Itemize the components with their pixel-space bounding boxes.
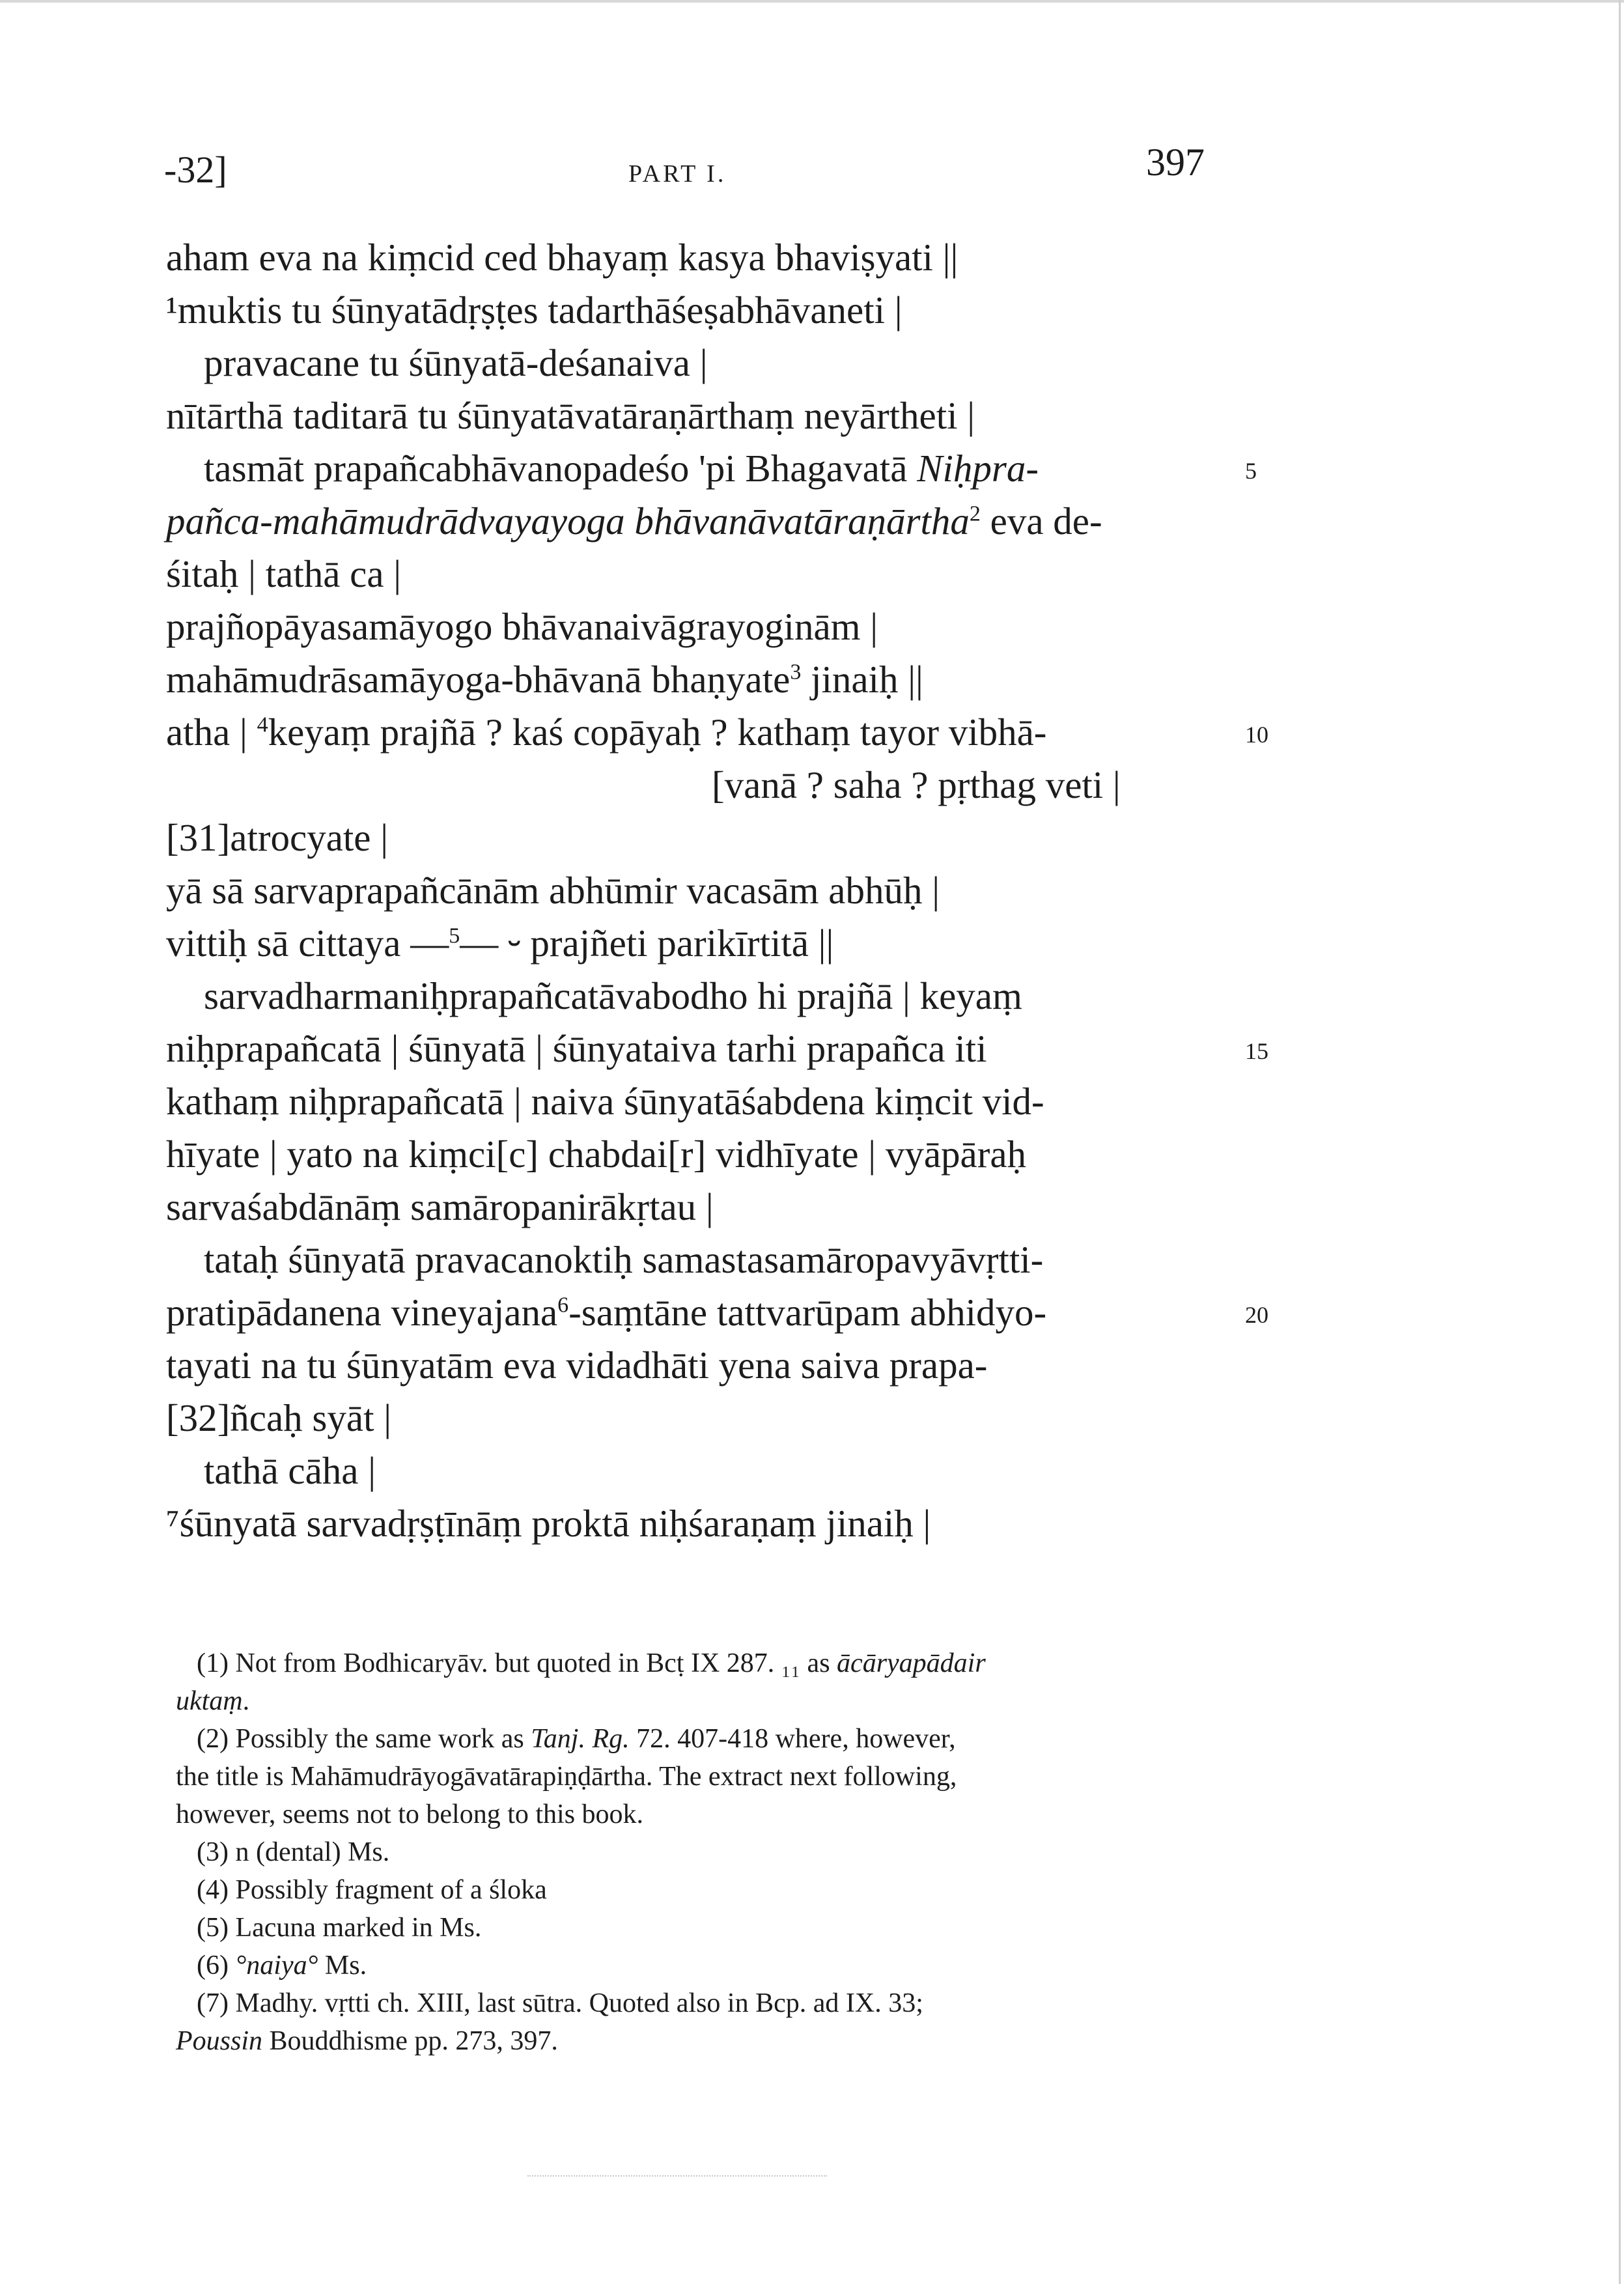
main-text: [166, 231, 1268, 1550]
footnote-text: (4) Possibly fragment of a śloka: [197, 1875, 547, 1905]
text-line: [166, 442, 1257, 495]
line-text: — ⏑ prajñeti parikīrtitā ||: [460, 922, 834, 965]
text-line: [166, 759, 1240, 811]
footnote-line: [176, 1984, 1250, 2022]
line-text: tayati na tu śūnyatām eva vidadhāti yena saiva prapa-: [166, 1344, 988, 1387]
footnote-line: [176, 1871, 1250, 1909]
footnote-italic: ācāryapādair: [837, 1648, 986, 1678]
footnote-italic: Poussin: [176, 2026, 263, 2056]
line-text: mahāmudrāsamāyoga-bhāvanā bhaṇyate: [166, 658, 791, 701]
page-header: [0, 140, 1624, 199]
text-line: [166, 1234, 1240, 1286]
line-text: aham eva na kiṃcid ced bhayaṃ kasya bhaviṣyati ||: [166, 236, 959, 279]
text-line: [166, 1392, 1240, 1445]
footnote-text: the title is Mahāmudrāyogāvatārapiṇḍārtha. The extract next following,: [176, 1762, 957, 1792]
footnote-line: [176, 1796, 1250, 1833]
line-text: vittiḥ sā cittaya —: [166, 922, 449, 965]
scan-top-edge: [0, 0, 1624, 3]
scan-right-edge: [1619, 0, 1621, 2284]
line-text: keyaṃ prajñā ? kaś copāyaḥ ? kathaṃ tayor vibhā-: [268, 711, 1047, 754]
text-line: [166, 495, 1240, 548]
footnote-text: (1) Not from Bodhicaryāv. but quoted in Bcṭ IX 287. ₁₁ as: [197, 1648, 837, 1678]
footnote-text: (5) Lacuna marked in Ms.: [197, 1913, 482, 1943]
text-line: [166, 1445, 1240, 1497]
line-text: [32]ñcaḥ syāt |: [166, 1396, 392, 1439]
line-number: 10: [1245, 722, 1268, 748]
footnote-text: 72. 407-418 where, however,: [629, 1724, 956, 1754]
footnote-line: [176, 1682, 1250, 1720]
footnote-line: [176, 1833, 1250, 1871]
line-text: śitaḥ | tathā ca |: [166, 552, 402, 595]
text-line: [166, 284, 1240, 337]
text-line: [166, 970, 1240, 1022]
line-italic: pañca-mahāmudrādvayayoga bhāvanāvatāraṇārtha: [166, 500, 970, 543]
line-text: prajñopāyasamāyogo bhāvanaivāgrayoginām |: [166, 605, 878, 648]
footnote-line: [176, 1758, 1250, 1796]
footnote-marker: 4: [257, 712, 268, 737]
line-text: atha |: [166, 711, 257, 754]
line-text: [vanā ? saha ? pṛthag veti |: [712, 763, 1121, 806]
footnote-text: however, seems not to belong to this book.: [176, 1799, 644, 1829]
line-text: pratipādanena vineyajana: [166, 1291, 558, 1334]
line-text: sarvadharmaniḥprapañcatāvabodho hi prajñā | keyaṃ: [204, 974, 1022, 1017]
footnote-text: Ms.: [318, 1951, 367, 1981]
line-italic: Niḥpra-: [917, 447, 1039, 490]
header-part-title: PART I.: [628, 160, 727, 188]
text-line: [166, 706, 1268, 759]
line-text: niḥprapañcatā | śūnyatā | śūnyataiva tarhi prapañca iti: [166, 1027, 987, 1070]
footnote-italic: uktaṃ: [176, 1686, 243, 1716]
line-number: 15: [1245, 1038, 1268, 1064]
text-line: [166, 389, 1240, 442]
text-line: [166, 1128, 1240, 1181]
footnote-line: [176, 1720, 1250, 1758]
footnote-italic: Tanj. Rg.: [531, 1724, 630, 1754]
header-section-ref: -32]: [164, 148, 227, 191]
footnotes: [176, 1644, 1250, 2060]
line-text: nītārthā taditarā tu śūnyatāvatāraṇārthaṃ neyārtheti |: [166, 394, 975, 437]
footnote-line: [176, 2022, 1250, 2060]
line-text: [31]atrocyate |: [166, 816, 389, 859]
text-line: [166, 917, 1240, 970]
footnote-marker: 3: [790, 660, 802, 684]
footnote-line: [176, 1947, 1250, 1984]
text-line: [166, 1339, 1240, 1392]
footnote-line: [176, 1644, 1250, 1682]
text-line: [166, 1286, 1268, 1339]
footnote-text: (6): [197, 1951, 236, 1981]
footnote-text: (7) Madhy. vṛtti ch. XIII, last sūtra. Quoted also in Bcp. ad IX. 33;: [197, 1988, 923, 2018]
text-line: [166, 1181, 1240, 1234]
line-text: tataḥ śūnyatā pravacanoktiḥ samastasamāropavyāvṛtti-: [204, 1238, 1044, 1281]
line-text: -saṃtāne tattvarūpam abhidyo-: [568, 1291, 1047, 1334]
line-text: kathaṃ niḥprapañcatā | naiva śūnyatāśabdena kiṃcit vid-: [166, 1080, 1044, 1123]
line-text: tasmāt prapañcabhāvanopadeśo 'pi Bhagavatā: [204, 447, 917, 490]
footnote-text: (2) Possibly the same work as: [197, 1724, 531, 1754]
text-line: [166, 811, 1240, 864]
line-text: ¹muktis tu śūnyatādṛṣṭes tadarthāśeṣabhāvaneti |: [166, 289, 903, 331]
text-line: [166, 548, 1240, 600]
footnote-text: (3) n (dental) Ms.: [197, 1837, 390, 1867]
text-line: [166, 1075, 1240, 1128]
text-line: [166, 231, 1240, 284]
text-line: [166, 337, 1240, 389]
line-text: jinaiḥ ||: [801, 658, 923, 701]
text-line: [166, 653, 1240, 706]
footnote-marker: 2: [969, 501, 981, 526]
line-text: yā sā sarvaprapañcānām abhūmir vacasām abhūḥ |: [166, 869, 940, 912]
page-number: 397: [1146, 141, 1205, 184]
line-number: 5: [1245, 458, 1257, 484]
footnote-marker: 5: [449, 923, 460, 948]
line-number: 20: [1245, 1302, 1268, 1328]
footnote-marker: 6: [557, 1293, 569, 1318]
footnote-italic: °naiya°: [235, 1951, 318, 1981]
scan-artifact: [527, 2175, 827, 2180]
text-line: [166, 600, 1240, 653]
text-line: [166, 1497, 1240, 1550]
line-text: tathā cāha |: [204, 1449, 376, 1492]
line-text: hīyate | yato na kiṃci[c] chabdai[r] vidhīyate | vyāpāraḥ: [166, 1133, 1027, 1176]
line-text: ⁷śūnyatā sarvadṛṣṭīnāṃ proktā niḥśaraṇaṃ jinaiḥ |: [166, 1502, 931, 1545]
text-line: [166, 1022, 1268, 1075]
text-line: [166, 864, 1240, 917]
footnote-line: [176, 1909, 1250, 1947]
footnote-text: Bouddhisme pp. 273, 397.: [262, 2026, 558, 2056]
line-text: sarvaśabdānāṃ samāropanirākṛtau |: [166, 1185, 714, 1228]
line-text: pravacane tu śūnyatā-deśanaiva |: [204, 341, 708, 384]
footnote-text: .: [242, 1686, 250, 1716]
line-text: eva de-: [980, 500, 1102, 543]
